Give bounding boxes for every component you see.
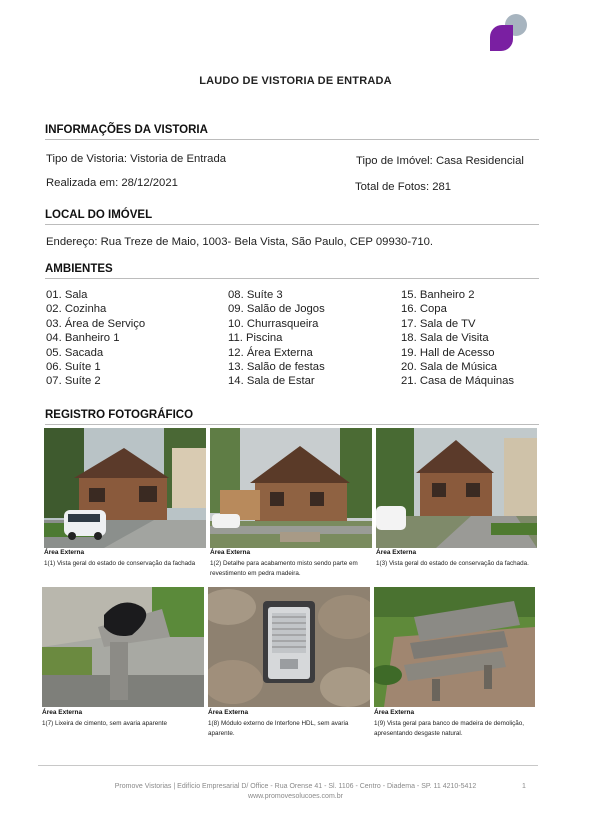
- photo-facade-1[interactable]: [44, 428, 206, 548]
- total-fotos: Total de Fotos: 281: [355, 181, 452, 193]
- endereco: Endereço: Rua Treze de Maio, 1003- Bela Vista, São Paulo, CEP 09930-710.: [46, 236, 434, 248]
- ambiente-item: 07. Suíte 2: [46, 375, 101, 388]
- ambiente-item: 09. Salão de Jogos: [228, 303, 325, 316]
- ambiente-item: 15. Banheiro 2: [401, 289, 475, 301]
- section-heading-ambientes: AMBIENTES: [45, 263, 539, 279]
- realizada-em: Realizada em: 28/12/2021: [46, 177, 178, 189]
- photo-1-title: Área Externa: [44, 549, 85, 556]
- photo-5-caption: 1(8) Módulo externo de Interfone HDL, sem avaria aparente.: [208, 720, 349, 737]
- ambiente-item: 13. Salão de festas: [228, 361, 325, 374]
- photo-banco[interactable]: [374, 587, 535, 707]
- photo-2-caption: 1(2) Detalhe para acabamento misto sendo parte em revestimento em pedra madeira.: [210, 560, 358, 577]
- ambiente-item: 14. Sala de Estar: [228, 375, 315, 388]
- photo-6-caption: 1(9) Vista geral para banco de madeira de demolição, apresentando desgaste natural.: [374, 720, 525, 737]
- page-number: 1: [522, 783, 526, 790]
- photo-3-caption: 1(3) Vista geral do estado de conservação da fachada.: [376, 560, 529, 567]
- photo-lixeira[interactable]: [42, 587, 204, 707]
- ambiente-item: 12. Área Externa: [228, 346, 313, 359]
- photo-4-title: Área Externa: [42, 709, 83, 716]
- photo-4-caption: 1(7) Lixeira de cimento, sem avaria aparente: [42, 720, 167, 727]
- ambiente-item: 16. Copa: [401, 303, 447, 316]
- ambiente-item: 03. Área de Serviço: [46, 317, 146, 330]
- photo-5-title: Área Externa: [208, 709, 249, 716]
- photo-2-title: Área Externa: [210, 549, 251, 556]
- footer-divider: [38, 765, 538, 766]
- photo-3-title: Área Externa: [376, 549, 417, 556]
- ambiente-item: 17. Sala de TV: [401, 317, 476, 330]
- tipo-vistoria: Tipo de Vistoria: Vistoria de Entrada: [46, 153, 227, 165]
- footer-website: www.promovesolucoes.com.br: [248, 793, 343, 800]
- ambiente-item: 04. Banheiro 1: [46, 332, 120, 345]
- ambiente-item: 10. Churrasqueira: [228, 317, 319, 330]
- photo-1-caption: 1(1) Vista geral do estado de conservação da fachada: [44, 560, 196, 567]
- photo-6-title: Área Externa: [374, 709, 415, 716]
- ambiente-item: 19. Hall de Acesso: [401, 346, 495, 359]
- ambiente-item: 11. Piscina: [228, 332, 283, 345]
- section-heading-informacoes: INFORMAÇÕES DA VISTORIA: [45, 124, 539, 140]
- section-heading-local: LOCAL DO IMÓVEL: [45, 209, 539, 225]
- ambiente-item: 05. Sacada: [46, 346, 104, 359]
- section-heading-registro: REGISTRO FOTOGRÁFICO: [45, 409, 539, 425]
- ambientes-col-1: [46, 288, 145, 389]
- ambiente-item: 08. Suíte 3: [228, 289, 283, 301]
- photo-facade-2[interactable]: [210, 428, 372, 548]
- ambiente-item: 21. Casa de Máquinas: [401, 375, 515, 388]
- ambiente-item: 06. Suíte 1: [46, 361, 101, 374]
- ambiente-item: 18. Sala de Visita: [401, 332, 489, 345]
- ambiente-item: 02. Cozinha: [46, 303, 107, 316]
- tipo-imovel: Tipo de Imóvel: Casa Residencial: [356, 155, 524, 167]
- ambientes-col-2: [228, 288, 325, 389]
- company-logo: [489, 13, 529, 51]
- document-title: LAUDO DE VISTORIA DE ENTRADA: [199, 75, 392, 87]
- ambiente-item: 20. Sala de Música: [401, 361, 498, 374]
- footer-address: Promove Vistorias | Edifício Empresarial D/ Office - Rua Orense 41 - Sl. 1106 - Centro - Diadema - SP. 11 4210-5412: [114, 783, 477, 790]
- ambientes-col-3: [401, 288, 514, 389]
- ambiente-item: 01. Sala: [46, 289, 88, 301]
- photo-interfone[interactable]: [208, 587, 370, 707]
- photo-facade-3[interactable]: [376, 428, 537, 548]
